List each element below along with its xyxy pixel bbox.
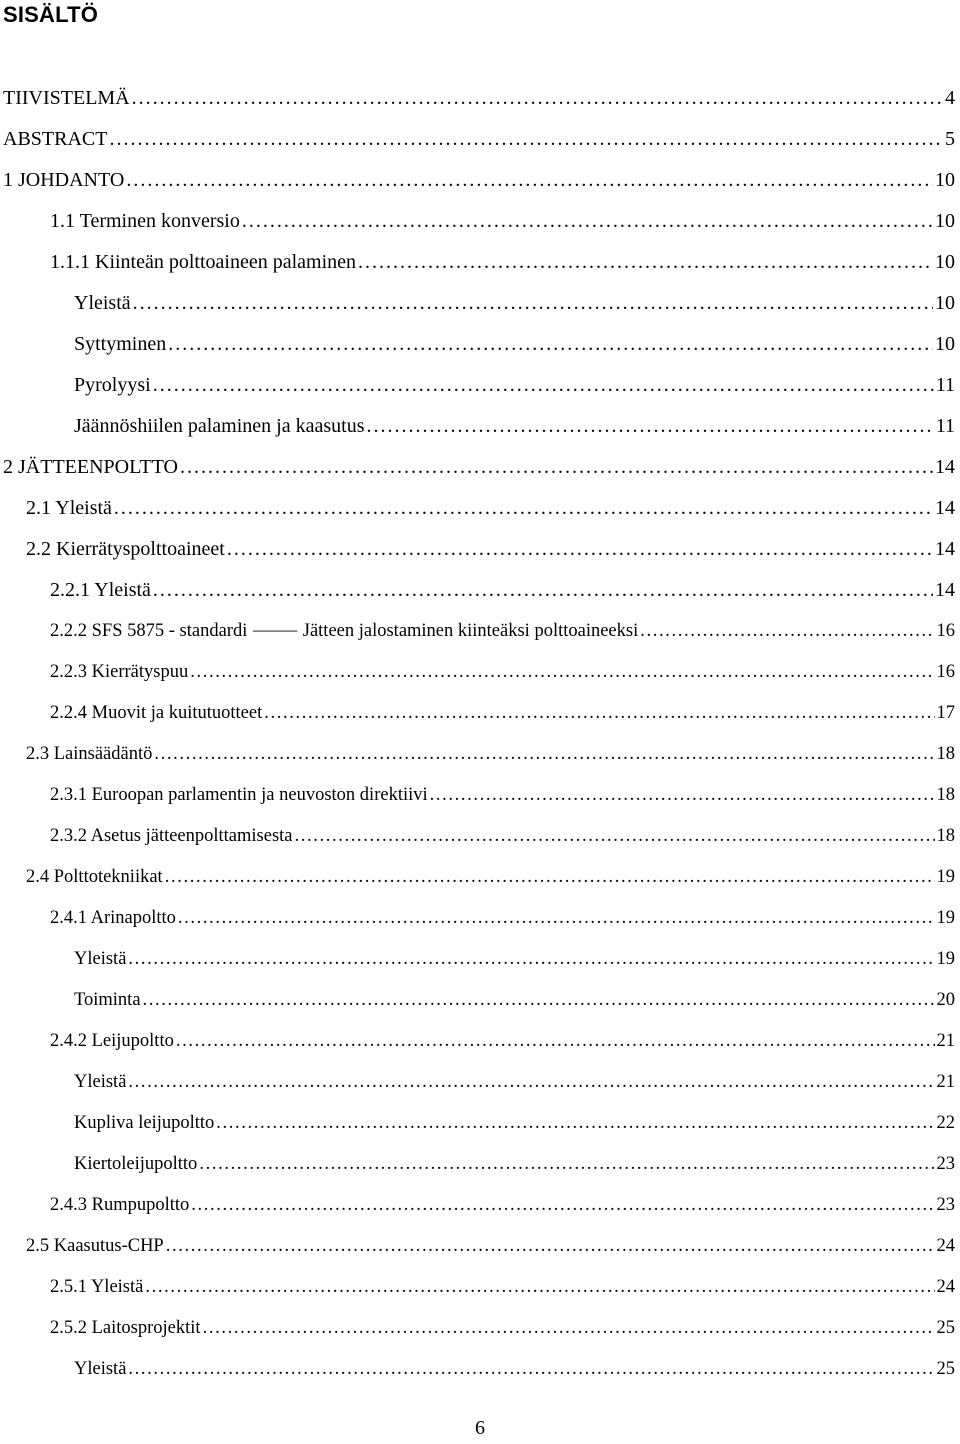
toc-entry-page: 25	[936, 1359, 955, 1379]
toc-entry-page: 10	[935, 210, 955, 232]
toc-entry[interactable]	[50, 818, 955, 848]
toc-entry-page: 10	[935, 251, 955, 273]
toc-entry-label: 2.5.1 Yleistä	[50, 1277, 144, 1297]
dot-leader	[176, 1029, 935, 1053]
toc-entry-label: 2.5 Kaasutus-CHP	[26, 1236, 164, 1256]
toc-entry-label: 2.2.2 SFS 5875 - standardi ⸻ Jätteen jalostaminen kiinteäksi polttoaineeksi	[50, 621, 639, 641]
toc-entry[interactable]	[74, 1105, 955, 1135]
toc-entry-page: 23	[936, 1195, 955, 1215]
toc-entry-page: 5	[945, 128, 955, 150]
toc-entry-page: 17	[936, 703, 955, 723]
toc-entry-page: 18	[936, 785, 955, 805]
toc-entry-page: 14	[935, 579, 955, 601]
dot-leader	[227, 537, 933, 561]
toc-entry-page: 22	[936, 1113, 955, 1133]
dot-leader	[430, 783, 935, 807]
dot-leader	[166, 1234, 935, 1258]
toc-entry[interactable]	[74, 941, 955, 971]
dot-leader	[145, 1275, 934, 1299]
toc-entry-label: 2.3.1 Euroopan parlamentin ja neuvoston direktiivi	[50, 785, 428, 805]
toc-entry-page: 19	[936, 867, 955, 887]
toc-entry-page: 19	[936, 949, 955, 969]
toc-entry[interactable]	[3, 80, 955, 110]
toc-entry[interactable]	[74, 982, 955, 1012]
dot-leader	[128, 947, 934, 971]
dot-leader	[216, 1111, 934, 1135]
dot-leader	[143, 988, 935, 1012]
toc-entry-label: Syttyminen	[74, 333, 167, 355]
toc-entry[interactable]	[50, 1187, 955, 1217]
dot-leader	[133, 291, 933, 315]
toc-entry-page: 24	[936, 1236, 955, 1256]
dot-leader	[242, 209, 933, 233]
toc-entry[interactable]	[74, 1351, 955, 1381]
toc-entry-label: 2.4.3 Rumpupoltto	[50, 1195, 190, 1215]
toc-entry-page: 21	[936, 1031, 955, 1051]
toc-entry[interactable]	[26, 490, 955, 520]
dot-leader	[640, 619, 934, 643]
toc-entry-label: 2.5.2 Laitosprojektit	[50, 1318, 201, 1338]
dot-leader	[132, 86, 943, 110]
toc-entry[interactable]	[74, 285, 955, 315]
toc-entry-label: 2.2.3 Kierrätyspuu	[50, 662, 189, 682]
page-title: SISÄLTÖ	[3, 2, 99, 27]
toc-entry-page: 10	[935, 292, 955, 314]
dot-leader	[126, 168, 933, 192]
toc-entry-page: 25	[936, 1318, 955, 1338]
toc-entry-page: 14	[935, 456, 955, 478]
toc-entry-label: ABSTRACT	[3, 128, 108, 150]
toc-entry-label: 1.1 Terminen konversio	[50, 210, 240, 232]
dot-leader	[168, 332, 933, 356]
toc-entry-page: 14	[935, 538, 955, 560]
dot-leader	[358, 250, 933, 274]
dot-leader	[295, 824, 935, 848]
toc-entry-label: 1 JOHDANTO	[3, 169, 125, 191]
toc-entry-label: 2.2.1 Yleistä	[50, 579, 151, 601]
dot-leader	[366, 414, 933, 438]
dot-leader	[199, 1152, 934, 1176]
toc-entry[interactable]	[3, 121, 955, 151]
toc-entry-label: 2 JÄTTEENPOLTTO	[3, 456, 178, 478]
toc-entry-page: 20	[936, 990, 955, 1010]
toc-entry-page: 21	[936, 1072, 955, 1092]
toc-entry-label: Yleistä	[74, 1359, 127, 1379]
dot-leader	[203, 1316, 935, 1340]
toc-entry[interactable]	[26, 736, 955, 766]
toc-entry-label: Toiminta	[74, 990, 141, 1010]
toc-entry[interactable]	[74, 1064, 955, 1094]
dot-leader	[178, 906, 935, 930]
dot-leader	[264, 701, 934, 725]
toc-entry-page: 14	[935, 497, 955, 519]
toc-entry[interactable]	[50, 1310, 955, 1340]
toc-entry[interactable]	[74, 367, 955, 397]
toc-entry-label: 2.2 Kierrätyspolttoaineet	[26, 538, 225, 560]
toc-entry[interactable]	[50, 1023, 955, 1053]
toc-entry[interactable]	[74, 326, 955, 356]
toc-entry-page: 24	[936, 1277, 955, 1297]
toc-entry-label: 2.3 Lainsäädäntö	[26, 744, 153, 764]
dot-leader	[165, 865, 935, 889]
toc-entry[interactable]	[50, 244, 955, 274]
toc-entry-label: 2.3.2 Asetus jätteenpolttamisesta	[50, 826, 293, 846]
toc-entry[interactable]	[50, 1269, 955, 1299]
dot-leader	[153, 373, 934, 397]
toc-entry-page: 16	[936, 662, 955, 682]
toc-entry-page: 23	[936, 1154, 955, 1174]
toc-entry-label: Kiertoleijupoltto	[74, 1154, 198, 1174]
toc-entry-label: 1.1.1 Kiinteän polttoaineen palaminen	[50, 251, 357, 273]
toc-entry[interactable]	[50, 203, 955, 233]
toc-entry[interactable]	[74, 408, 955, 438]
toc-entry[interactable]	[50, 572, 955, 602]
dot-leader	[114, 496, 933, 520]
page-number: 6	[475, 1417, 485, 1439]
toc-entry[interactable]	[3, 449, 955, 479]
dot-leader	[153, 578, 933, 602]
toc-entry-label: 2.2.4 Muovit ja kuitutuotteet	[50, 703, 263, 723]
toc-entry-page: 18	[936, 826, 955, 846]
dot-leader	[154, 742, 934, 766]
toc-entry-page: 18	[936, 744, 955, 764]
toc-entry[interactable]	[26, 1228, 955, 1258]
toc-entry-page: 19	[936, 908, 955, 928]
dot-leader	[191, 1193, 934, 1217]
toc-entry-label: Jäännöshiilen palaminen ja kaasutus	[74, 415, 365, 437]
toc-entry[interactable]	[74, 1146, 955, 1176]
toc-entry-page: 11	[935, 415, 955, 437]
toc-entry-label: 2.4.2 Leijupoltto	[50, 1031, 174, 1051]
toc-entry[interactable]	[50, 695, 955, 725]
dot-leader	[109, 127, 943, 151]
toc-entry-label: 2.4 Polttotekniikat	[26, 867, 163, 887]
toc-entry-page: 16	[936, 621, 955, 641]
toc-entry[interactable]	[50, 654, 955, 684]
toc-entry[interactable]	[50, 613, 955, 643]
toc-entry-label: Pyrolyysi	[74, 374, 151, 396]
dot-leader	[180, 455, 933, 479]
toc-entry[interactable]	[3, 162, 955, 192]
toc-entry-label: Yleistä	[74, 949, 127, 969]
toc-entry-label: Kupliva leijupoltto	[74, 1113, 215, 1133]
toc-entry-label: Yleistä	[74, 292, 131, 314]
toc-entry-label: Yleistä	[74, 1072, 127, 1092]
toc-entry-page: 10	[935, 169, 955, 191]
dot-leader	[128, 1357, 934, 1381]
toc-entry-label: 2.4.1 Arinapoltto	[50, 908, 176, 928]
toc-entry-page: 11	[935, 374, 955, 396]
toc-entry[interactable]	[26, 859, 955, 889]
toc-entry[interactable]	[50, 900, 955, 930]
dot-leader	[190, 660, 934, 684]
toc-entry-label: 2.1 Yleistä	[26, 497, 112, 519]
dot-leader	[128, 1070, 934, 1094]
toc-entry-label: TIIVISTELMÄ	[3, 87, 130, 109]
toc-entry[interactable]	[26, 531, 955, 561]
toc-entry-page: 10	[935, 333, 955, 355]
toc-entry[interactable]	[50, 777, 955, 807]
toc-entry-page: 4	[945, 87, 955, 109]
